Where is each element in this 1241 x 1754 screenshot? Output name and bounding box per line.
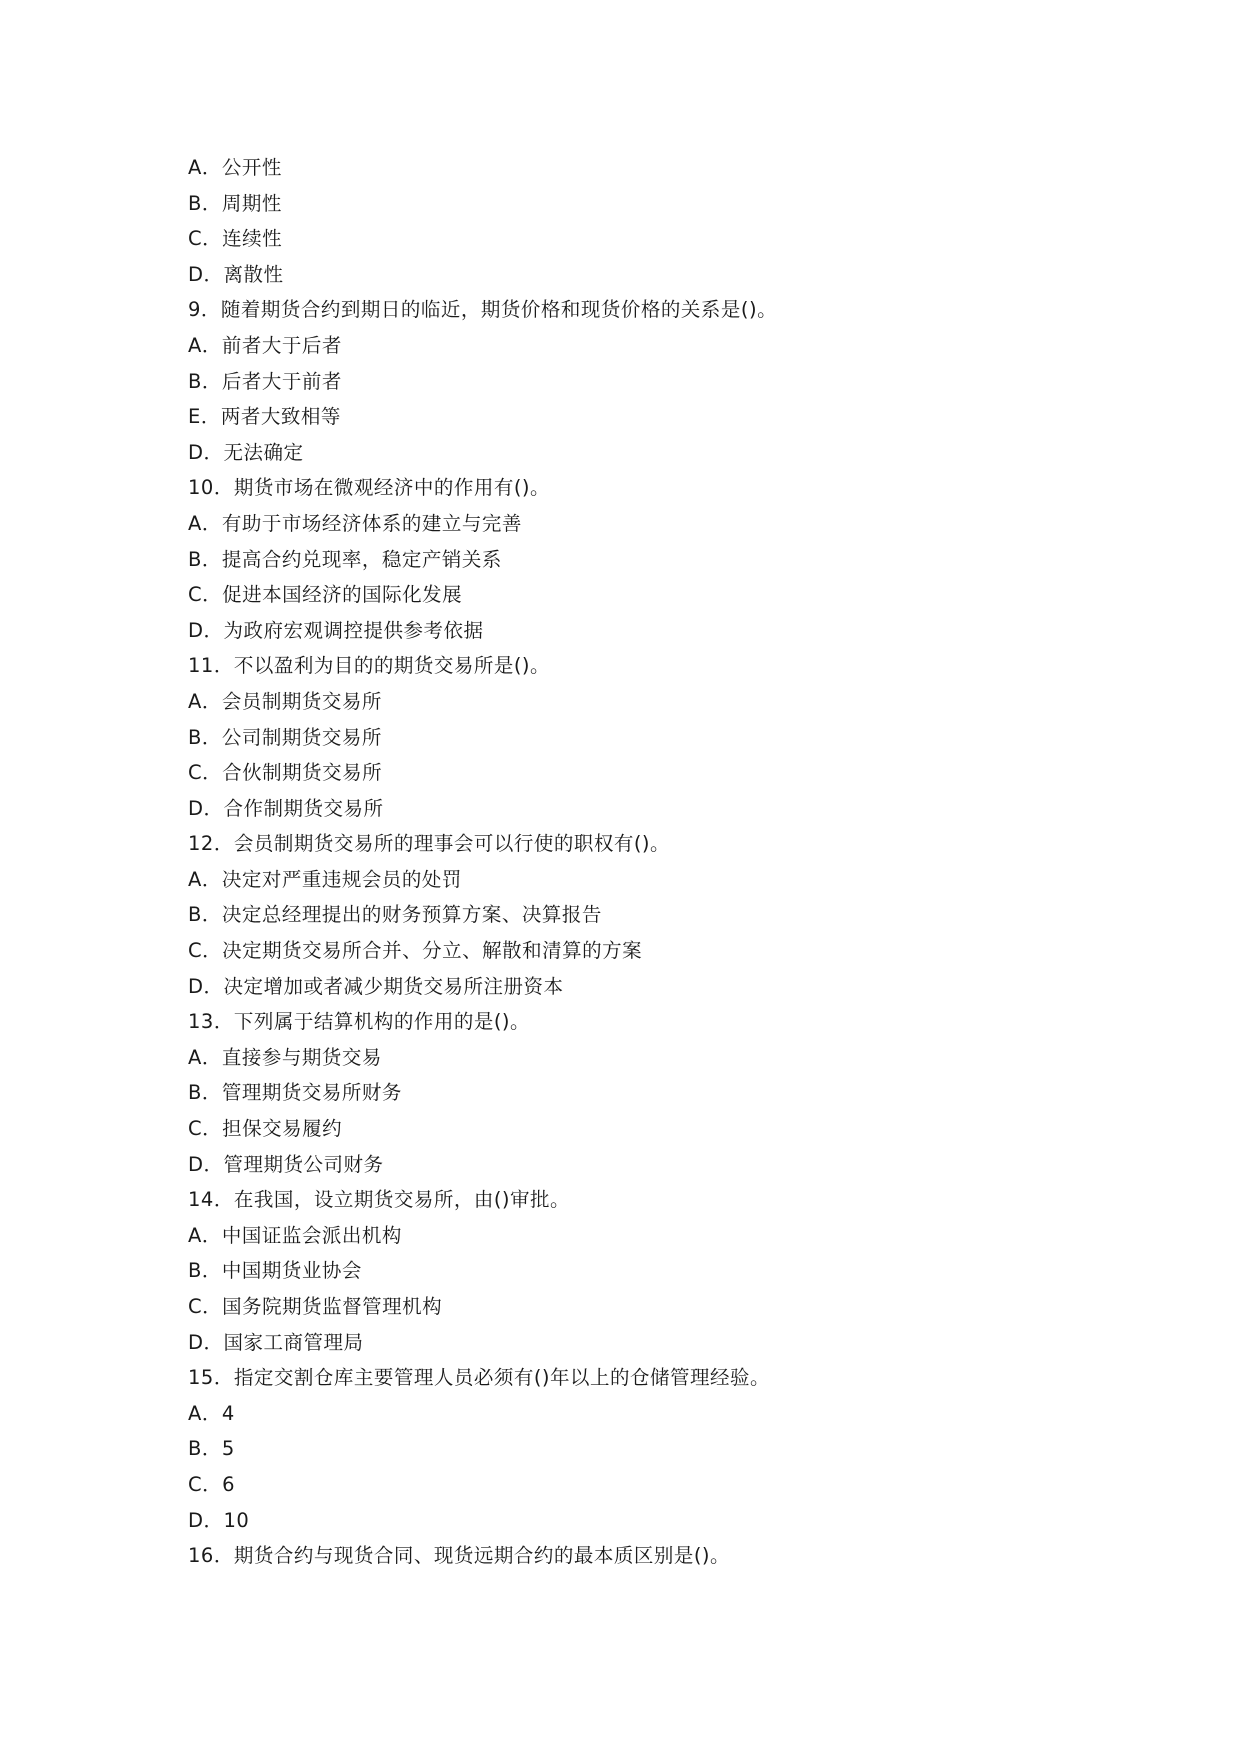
answer-option: B．后者大于前者 bbox=[188, 369, 342, 393]
question-text: 16．期货合约与现货合同、现货远期合约的最本质区别是()。 bbox=[188, 1544, 731, 1568]
question-list bbox=[188, 150, 1088, 1574]
answer-option: A．4 bbox=[188, 1401, 235, 1425]
answer-option: C．合伙制期货交易所 bbox=[188, 761, 383, 785]
answer-option: A．公开性 bbox=[188, 156, 282, 179]
answer-option: B．提高合约兑现率，稳定产销关系 bbox=[188, 547, 502, 571]
answer-option: B．管理期货交易所财务 bbox=[188, 1081, 402, 1105]
answer-option: C．决定期货交易所合并、分立、解散和清算的方案 bbox=[188, 939, 643, 963]
answer-option: C．促进本国经济的国际化发展 bbox=[188, 583, 463, 607]
answer-option: E．两者大致相等 bbox=[188, 405, 341, 429]
answer-option: D．为政府宏观调控提供参考依据 bbox=[188, 618, 484, 642]
answer-option: A．决定对严重违规会员的处罚 bbox=[188, 867, 462, 891]
question-text: 15．指定交割仓库主要管理人员必须有()年以上的仓储管理经验。 bbox=[188, 1366, 771, 1390]
answer-option: C．担保交易履约 bbox=[188, 1117, 343, 1141]
answer-option: C．国务院期货监督管理机构 bbox=[188, 1295, 443, 1318]
answer-option: B．中国期货业协会 bbox=[188, 1259, 362, 1283]
answer-option: A．前者大于后者 bbox=[188, 333, 342, 357]
answer-option: B．决定总经理提出的财务预算方案、决算报告 bbox=[188, 903, 602, 927]
answer-option: B．周期性 bbox=[188, 191, 282, 215]
answer-option: A．会员制期货交易所 bbox=[188, 689, 382, 713]
answer-option: D．决定增加或者减少期货交易所注册资本 bbox=[188, 974, 564, 998]
answer-option: D．无法确定 bbox=[188, 440, 304, 464]
answer-option: B．公司制期货交易所 bbox=[188, 725, 382, 749]
answer-option: D．国家工商管理局 bbox=[188, 1330, 364, 1354]
answer-option: D．离散性 bbox=[188, 262, 284, 286]
answer-option: A．直接参与期货交易 bbox=[188, 1045, 382, 1069]
answer-option: B．5 bbox=[188, 1437, 235, 1461]
answer-option: A．中国证监会派出机构 bbox=[188, 1223, 402, 1247]
answer-option: D．管理期货公司财务 bbox=[188, 1152, 384, 1176]
question-text: 12．会员制期货交易所的理事会可以行使的职权有()。 bbox=[188, 832, 671, 856]
question-text: 10．期货市场在微观经济中的作用有()。 bbox=[188, 476, 551, 500]
question-text: 14．在我国，设立期货交易所，由()审批。 bbox=[188, 1188, 571, 1212]
answer-option: D．10 bbox=[188, 1508, 250, 1532]
question-text: 11．不以盈利为目的的期货交易所是()。 bbox=[188, 654, 551, 678]
question-text: 9．随着期货合约到期日的临近，期货价格和现货价格的关系是()。 bbox=[188, 298, 778, 322]
answer-option: C．连续性 bbox=[188, 227, 283, 251]
question-text: 13．下列属于结算机构的作用的是()。 bbox=[188, 1010, 531, 1034]
answer-option: C．6 bbox=[188, 1472, 236, 1496]
answer-option: D．合作制期货交易所 bbox=[188, 796, 384, 820]
answer-option: A．有助于市场经济体系的建立与完善 bbox=[188, 511, 522, 535]
